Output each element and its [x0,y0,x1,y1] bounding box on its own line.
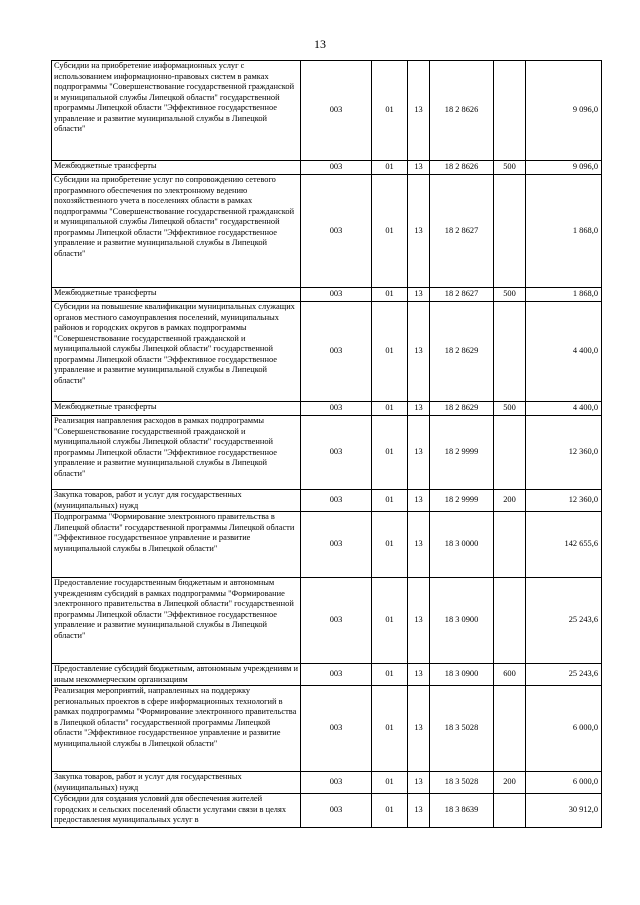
section-code: 01 [372,686,408,772]
subsection-code: 13 [408,686,430,772]
expense-type-code [494,512,526,578]
row-description: Закупка товаров, работ и услуг для государственных (муниципальных) нужд [52,772,301,794]
table-row [52,302,602,402]
row-description: Межбюджетные трансферты [52,288,301,302]
row-description: Субсидии для создания условий для обеспечения жителей городских и сельских поселений области услугами связи в целях предоставления муниципальных услуг в [52,794,301,828]
ministry-code: 003 [301,772,372,794]
target-article-code: 18 2 8626 [430,61,494,161]
section-code: 01 [372,794,408,828]
section-code: 01 [372,664,408,686]
section-code: 01 [372,402,408,416]
table-row [52,512,602,578]
table-row [52,578,602,664]
target-article-code: 18 2 8629 [430,402,494,416]
subsection-code: 13 [408,402,430,416]
ministry-code: 003 [301,512,372,578]
expense-type-code [494,416,526,490]
target-article-code: 18 3 0900 [430,578,494,664]
row-description: Подпрограмма "Формирование электронного правительства в Липецкой области" государственной программы Липецкой области "Эффективное государственное управление и развитие муниципальной службы в Липецкой области" [52,512,301,578]
table-body [52,61,602,828]
section-code: 01 [372,175,408,288]
subsection-code: 13 [408,490,430,512]
section-code: 01 [372,288,408,302]
amount-value: 1 868,0 [526,175,602,288]
table-row [52,161,602,175]
subsection-code: 13 [408,161,430,175]
expense-type-code: 200 [494,772,526,794]
target-article-code: 18 3 0000 [430,512,494,578]
amount-value: 12 360,0 [526,490,602,512]
table-row [52,686,602,772]
amount-value: 142 655,6 [526,512,602,578]
ministry-code: 003 [301,664,372,686]
section-code: 01 [372,61,408,161]
section-code: 01 [372,772,408,794]
expense-type-code [494,61,526,161]
table-row [52,664,602,686]
ministry-code: 003 [301,416,372,490]
expense-type-code [494,302,526,402]
ministry-code: 003 [301,686,372,772]
table-row [52,288,602,302]
amount-value: 9 096,0 [526,61,602,161]
target-article-code: 18 2 8626 [430,161,494,175]
expense-type-code: 500 [494,288,526,302]
subsection-code: 13 [408,175,430,288]
table-row [52,402,602,416]
table-row [52,61,602,161]
budget-table [51,60,602,828]
ministry-code: 003 [301,578,372,664]
row-description: Предоставление государственным бюджетным и автономным учреждениям субсидий в рамках подпрограммы "Формирование электронного правительства в Липецкой области" государственной программы Липецкой области "Эффективное государственное управление и развитие муниципальной службы в Липецкой области" [52,578,301,664]
row-description: Межбюджетные трансферты [52,402,301,416]
amount-value: 12 360,0 [526,416,602,490]
amount-value: 6 000,0 [526,686,602,772]
target-article-code: 18 3 0900 [430,664,494,686]
target-article-code: 18 3 5028 [430,772,494,794]
subsection-code: 13 [408,288,430,302]
target-article-code: 18 3 8639 [430,794,494,828]
ministry-code: 003 [301,175,372,288]
table-row [52,772,602,794]
target-article-code: 18 2 8627 [430,288,494,302]
subsection-code: 13 [408,61,430,161]
expense-type-code [494,175,526,288]
subsection-code: 13 [408,664,430,686]
target-article-code: 18 2 9999 [430,490,494,512]
expense-type-code [494,578,526,664]
target-article-code: 18 2 8629 [430,302,494,402]
ministry-code: 003 [301,794,372,828]
amount-value: 25 243,6 [526,578,602,664]
expense-type-code: 200 [494,490,526,512]
target-article-code: 18 3 5028 [430,686,494,772]
ministry-code: 003 [301,402,372,416]
table-row [52,794,602,828]
expense-type-code: 500 [494,402,526,416]
amount-value: 6 000,0 [526,772,602,794]
row-description: Субсидии на приобретение услуг по сопровождению сетевого программного обеспечения по электронному ведению похозяйственного учета в поселениях области в рамках подпрограммы "Совершенствование государственной гражданской и муниципальной службы Липецкой области" государственной программы Липецкой области "Эффективное государственное управление и развитие муниципальной службы в Липецкой области" [52,175,301,288]
amount-value: 30 912,0 [526,794,602,828]
table-row [52,175,602,288]
row-description: Закупка товаров, работ и услуг для государственных (муниципальных) нужд [52,490,301,512]
row-description: Субсидии на повышение квалификации муниципальных служащих органов местного самоуправления поселений, муниципальных районов и городских округов в рамках подпрограммы "Совершенствование государственной гражданской и муниципальной службы Липецкой области" государственной программы Липецкой области "Эффективное государственное управление и развитие муниципальной службы в Липецкой области" [52,302,301,402]
subsection-code: 13 [408,772,430,794]
expense-type-code: 500 [494,161,526,175]
ministry-code: 003 [301,302,372,402]
row-description: Межбюджетные трансферты [52,161,301,175]
subsection-code: 13 [408,512,430,578]
section-code: 01 [372,578,408,664]
row-description: Реализация направления расходов в рамках подпрограммы "Совершенствование государственной гражданской и муниципальной службы Липецкой области" государственной программы Липецкой области "Эффективное государственное управление и развитие муниципальной службы в Липецкой области" [52,416,301,490]
ministry-code: 003 [301,61,372,161]
amount-value: 9 096,0 [526,161,602,175]
section-code: 01 [372,416,408,490]
expense-type-code [494,686,526,772]
expense-type-code [494,794,526,828]
ministry-code: 003 [301,490,372,512]
expense-type-code: 600 [494,664,526,686]
section-code: 01 [372,490,408,512]
row-description: Предоставление субсидий бюджетным, автономным учреждениям и иным некоммерческим организациям [52,664,301,686]
section-code: 01 [372,302,408,402]
subsection-code: 13 [408,302,430,402]
target-article-code: 18 2 8627 [430,175,494,288]
ministry-code: 003 [301,288,372,302]
row-description: Реализация мероприятий, направленных на поддержку региональных проектов в сфере информационных технологий в рамках подпрограммы "Формирование электронного правительства в Липецкой области" государственной программы Липецкой области "Эффективное государственное управление и развитие муниципальной службы в Липецкой области" [52,686,301,772]
subsection-code: 13 [408,794,430,828]
table-row [52,416,602,490]
table-row [52,490,602,512]
amount-value: 4 400,0 [526,402,602,416]
subsection-code: 13 [408,416,430,490]
page-number: 13 [314,37,326,51]
amount-value: 25 243,6 [526,664,602,686]
amount-value: 1 868,0 [526,288,602,302]
section-code: 01 [372,512,408,578]
target-article-code: 18 2 9999 [430,416,494,490]
row-description: Субсидии на приобретение информационных услуг с использованием информационно-правовых систем в рамках подпрограммы "Совершенствование государственной гражданской и муниципальной службы Липецкой области" государственной программы Липецкой области "Эффективное государственное управление и развитие муниципальной службы в Липецкой области" [52,61,301,161]
subsection-code: 13 [408,578,430,664]
ministry-code: 003 [301,161,372,175]
section-code: 01 [372,161,408,175]
amount-value: 4 400,0 [526,302,602,402]
